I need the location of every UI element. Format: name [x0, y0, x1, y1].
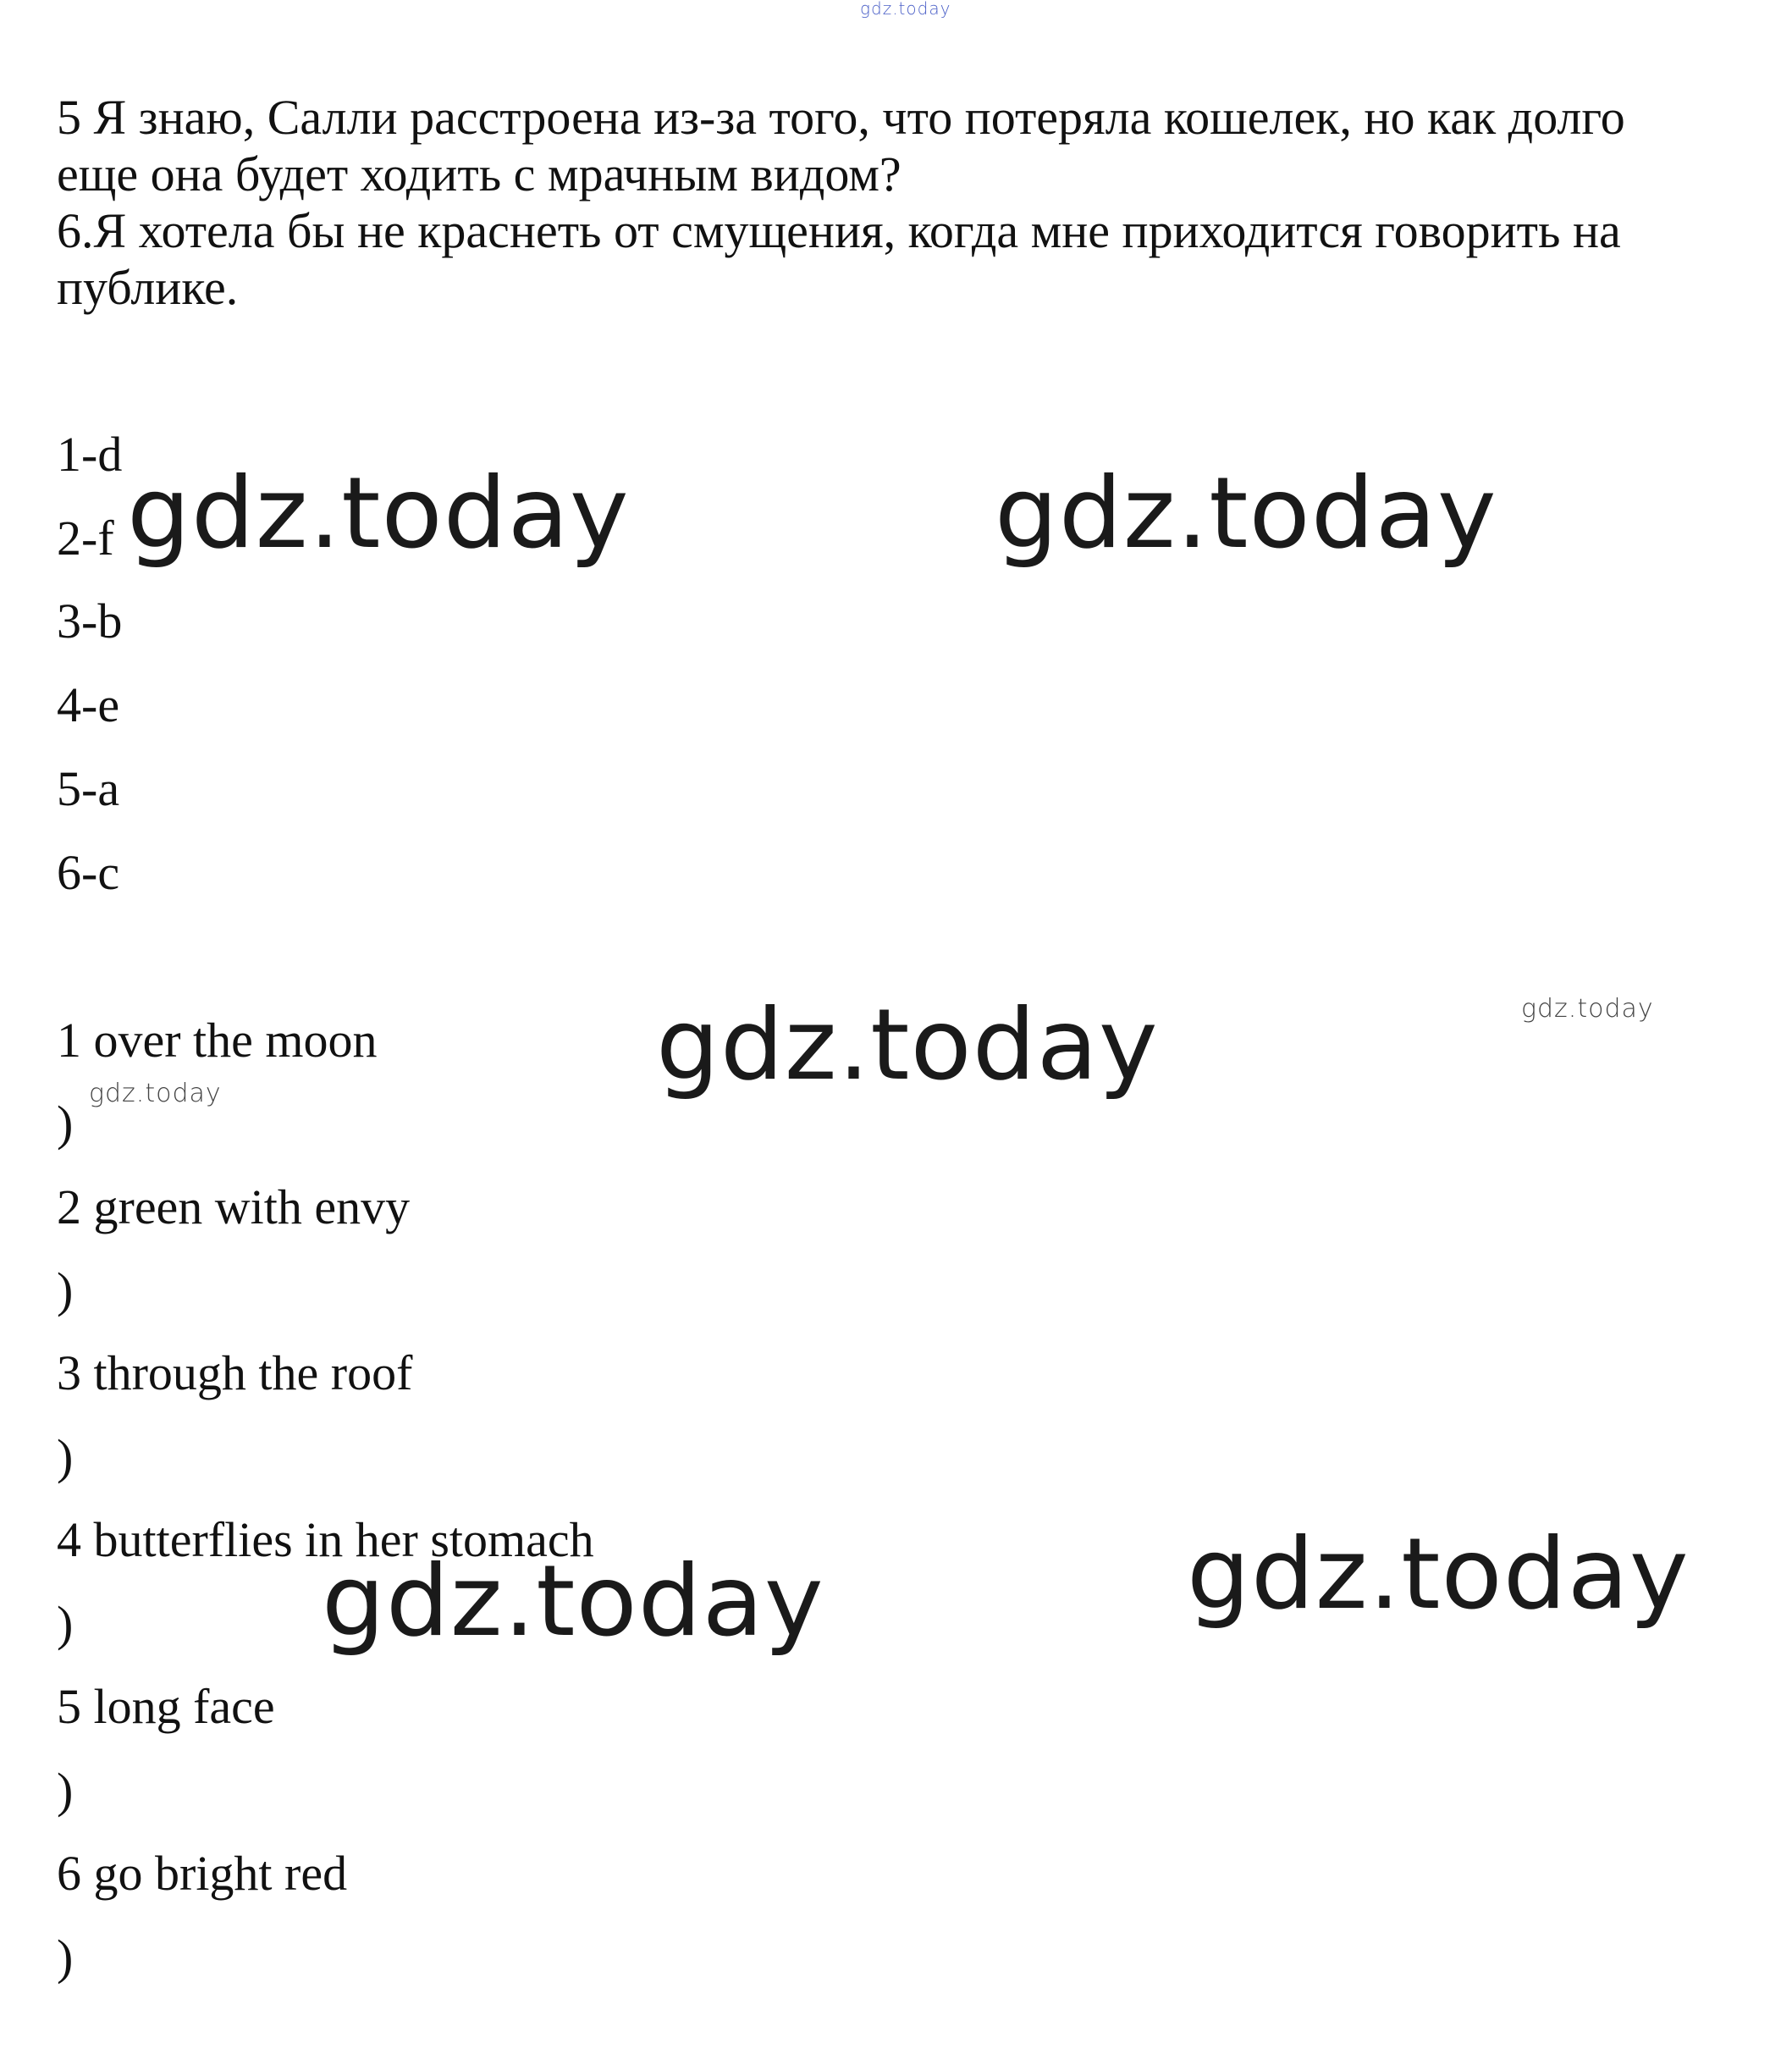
idiom-bracket: ) — [57, 1930, 74, 1985]
watermark-small: gdz.today — [89, 1079, 222, 1108]
idiom-bracket: ) — [57, 1596, 74, 1651]
idiom-answer: 4 butterflies in her stomach — [57, 1512, 594, 1567]
watermark: gdz.today — [656, 987, 1159, 1102]
idiom-answer: 1 over the moon — [57, 1013, 378, 1068]
translation-paragraph-6: 6.Я хотела бы не краснеть от смущения, когда мне приходится говорить на публике. — [57, 203, 1621, 315]
match-answer: 4-e — [57, 677, 120, 732]
match-answer: 1-d — [57, 427, 123, 482]
match-answer: 2-f — [57, 511, 114, 566]
match-answer: 3-b — [57, 594, 123, 649]
translation-paragraph-5: 5 Я знаю, Салли расстроена из-за того, что потеряла кошелек, но как долго еще она будет ходить с мрачным видом? — [57, 90, 1625, 202]
idiom-bracket: ) — [57, 1096, 74, 1151]
match-answer: 5-a — [57, 761, 120, 816]
idiom-answer: 3 through the roof — [57, 1345, 413, 1400]
watermark-top: gdz.today — [860, 0, 951, 19]
watermark: gdz.today — [995, 456, 1497, 571]
idiom-answer: 5 long face — [57, 1679, 275, 1734]
idiom-bracket: ) — [57, 1763, 74, 1818]
watermark: gdz.today — [322, 1543, 824, 1659]
idiom-answer: 2 green with envy — [57, 1179, 411, 1234]
match-answer: 6-c — [57, 845, 120, 900]
idiom-bracket: ) — [57, 1262, 74, 1317]
watermark-small: gdz.today — [1521, 994, 1654, 1024]
idiom-answer: 6 go bright red — [57, 1846, 348, 1901]
idiom-bracket: ) — [57, 1429, 74, 1484]
watermark: gdz.today — [1187, 1516, 1690, 1632]
watermark: gdz.today — [127, 456, 630, 571]
